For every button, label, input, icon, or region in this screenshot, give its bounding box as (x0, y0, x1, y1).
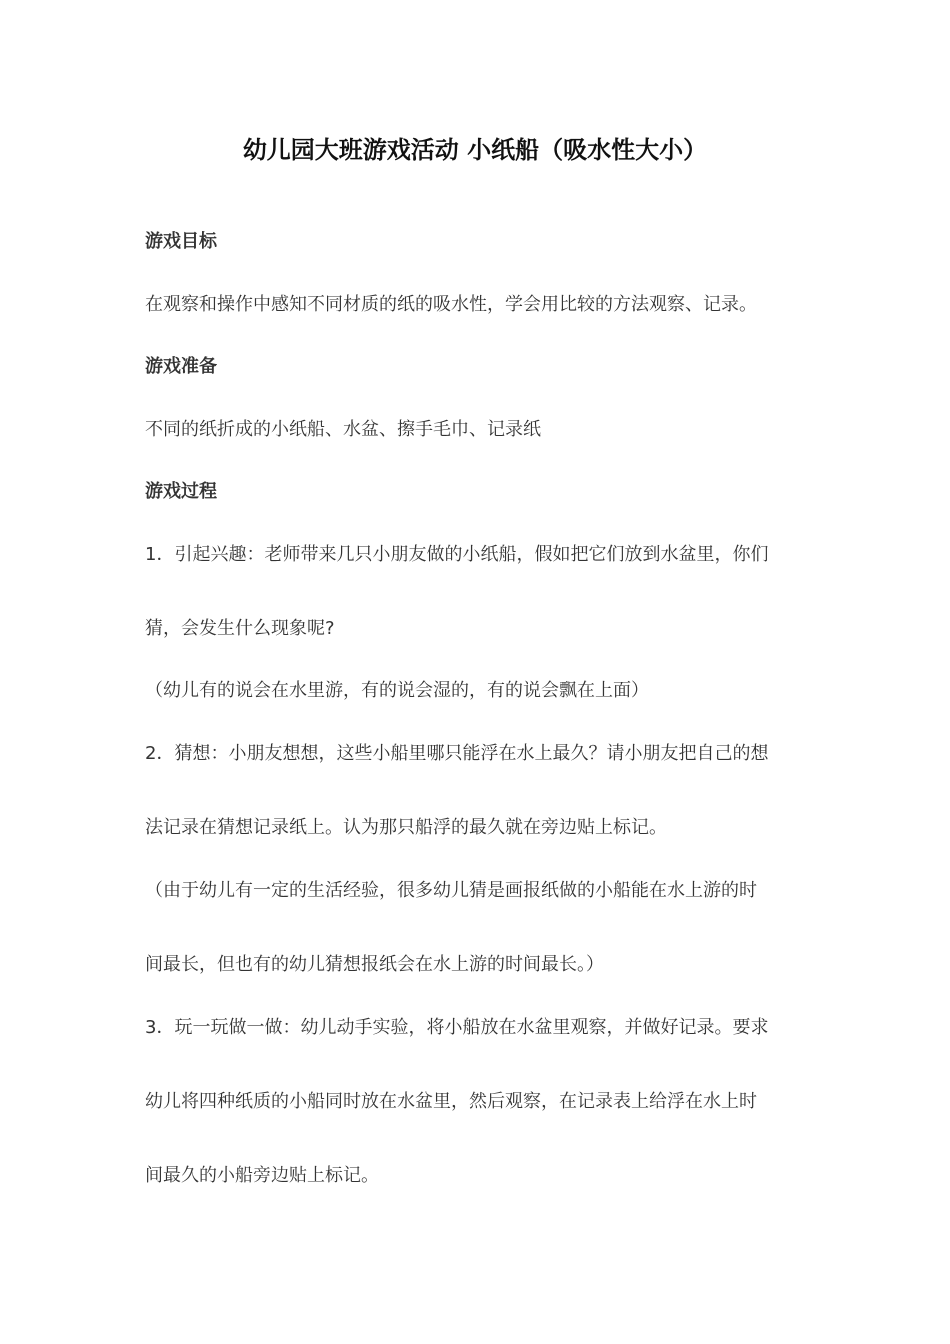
paragraph-prep (145, 416, 817, 444)
heading-process: 游戏过程 (145, 481, 217, 502)
paragraph-step-1 (145, 541, 817, 643)
paragraph-line: （幼儿有的说会在水里游，有的说会湿的，有的说会飘在上面） (145, 680, 649, 701)
heading-prep: 游戏准备 (145, 356, 217, 377)
paragraph-note-1 (145, 677, 817, 705)
paragraph-line: 间最长，但也有的幼儿猜想报纸会在水上游的时间最长。） (145, 954, 604, 975)
paragraph-line: 猜，会发生什么现象呢? (145, 618, 335, 639)
paragraph-line: 间最久的小船旁边贴上标记。 (145, 1165, 379, 1186)
paragraph-step-3 (145, 1014, 817, 1190)
document-title: 幼儿园大班游戏活动 小纸船（吸水性大小） (242, 135, 708, 164)
paragraph-line: 1．引起兴趣：老师带来几只小朋友做的小纸船，假如把它们放到水盆里，你们 (145, 544, 769, 565)
paragraph-goal (145, 291, 817, 319)
paragraph-line: 2．猜想：小朋友想想，这些小船里哪只能浮在水上最久？请小朋友把自己的想 (145, 743, 769, 764)
paragraph-line: （由于幼儿有一定的生活经验，很多幼儿猜是画报纸做的小船能在水上游的时 (145, 880, 757, 901)
paragraph-line: 3．玩一玩做一做：幼儿动手实验，将小船放在水盆里观察，并做好记录。要求 (145, 1017, 769, 1038)
paragraph-line: 不同的纸折成的小纸船、水盆、擦手毛巾、记录纸 (145, 419, 541, 440)
paragraph-line: 在观察和操作中感知不同材质的纸的吸水性，学会用比较的方法观察、记录。 (145, 294, 757, 315)
paragraph-note-2 (145, 877, 817, 979)
heading-goal: 游戏目标 (145, 231, 217, 252)
paragraph-step-2 (145, 740, 817, 842)
paragraph-line: 法记录在猜想记录纸上。认为那只船浮的最久就在旁边贴上标记。 (145, 817, 667, 838)
paragraph-line: 幼儿将四种纸质的小船同时放在水盆里，然后观察，在记录表上给浮在水上时 (145, 1091, 757, 1112)
